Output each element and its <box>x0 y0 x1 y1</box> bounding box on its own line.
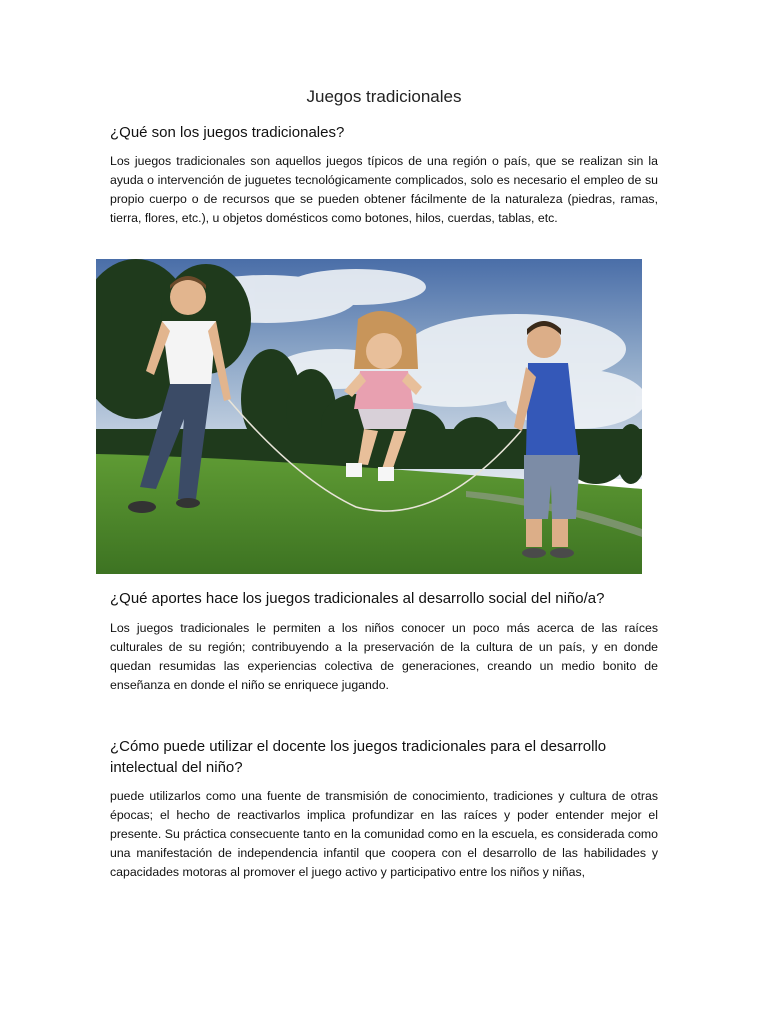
document-title: Juegos tradicionales <box>306 87 462 106</box>
children-jump-rope-photo <box>96 259 642 574</box>
section-2-heading: ¿Qué aportes hace los juegos tradicionales al desarrollo social del niño/a? <box>110 590 605 607</box>
section-1-heading: ¿Qué son los juegos tradicionales? <box>110 124 345 141</box>
photo-illustration <box>96 259 642 574</box>
section-1-paragraph: Los juegos tradicionales son aquellos juegos típicos de una región o país, que se realizan sin la ayuda o intervención de juguetes tecnológicamente complicados, solo es necesario el empleo de su propio cuerpo o de recursos que se pueden obtener fácilmente de la naturaleza (piedras, ramas, tierra, flores, etc.), u objetos domésticos como botones, hilos, cuerdas, tablas, etc. <box>110 154 658 225</box>
section-3-paragraph: puede utilizarlos como una fuente de transmisión de conocimiento, tradiciones y cultura de otras épocas; el hecho de reactivarlos implica profundizar en las raíces y poder entender mejor el presente. Su práctica consecuente tanto en la comunidad como en la escuela, es considerada como una manifestación de independencia infantil que coopera con el desarrollo de las habilidades y capacidades motoras al promover el juego activo y participativo entre los niños y niñas, <box>110 789 658 879</box>
section-2-paragraph: Los juegos tradicionales le permiten a los niños conocer un poco más acerca de las raíces culturales de su región; contribuyendo a la preservación de la cultura de un país, y en donde quedan resumidas las experiencias colectiva de generaciones, creando un medio bonito de enseñanza en donde el niño se enriquece jugando. <box>110 621 658 692</box>
section-3-heading: ¿Cómo puede utilizar el docente los juegos tradicionales para el desarrollo intelectual del niño? <box>110 738 607 776</box>
